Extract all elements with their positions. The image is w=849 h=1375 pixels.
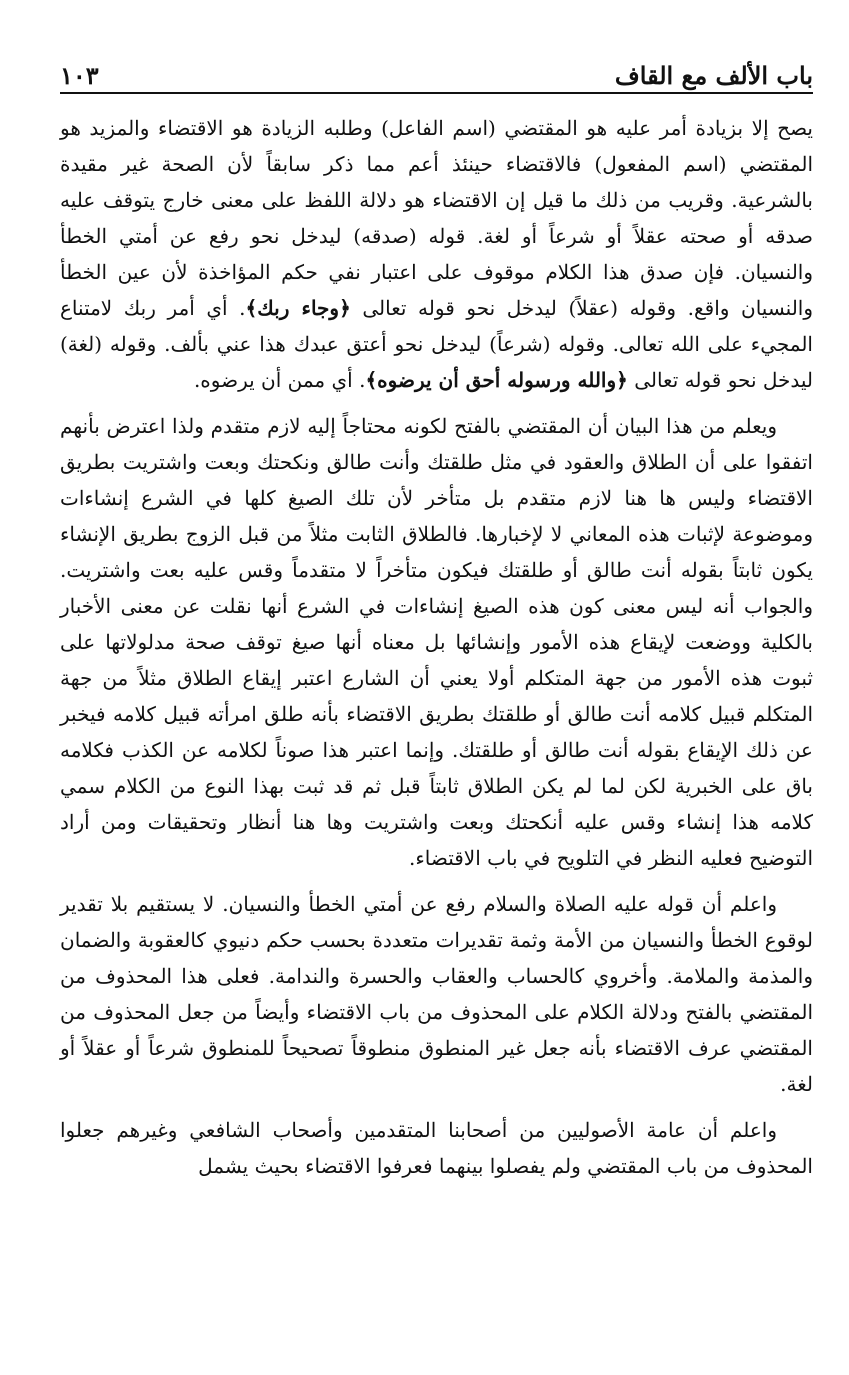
- text-segment: يصح إلا بزيادة أمر عليه هو المقتضي (اسم الفاعل) وطلبه الزيادة هو الاقتضاء والمزيد هو المقتضي (اسم المفعول) فالاقتضاء حينئذ أعم مما ذكر سابقاً لأن الصحة غير مقيدة بالشرعية. وقريب من ذلك ما قيل إن الاقتضاء هو دلالة اللفظ على معنى خارج يتوقف عليه صدقه أو صحته عقلاً أو شرعاً أو لغة. قوله (صدقه) ليدخل نحو رفع عن أمتي الخطأ والنسيان. فإن صدق هذا الكلام موقوف على اعتبار نفي حكم المؤاخذة لأن عين الخطأ والنسيان واقع. وقوله (عقلاً) ليدخل نحو قوله تعالى: [60, 116, 814, 320]
- text-segment: واعلم أن قوله عليه الصلاة والسلام رفع عن أمتي الخطأ والنسيان. لا يستقيم بلا تقدير لوقوع الخطأ والنسيان من الأمة وثمة تقديرات متعددة بحسب حكم دنيوي كالعقوبة والضمان والمذمة والملامة. وأخروي كالحساب والعقاب والحسرة والندامة. فعلى هذا المحذوف من المقتضي بالفتح ودلالة الكلام على المحذوف من باب الاقتضاء وأيضاً من جعل المحذوف من المقتضي عرف الاقتضاء بأنه جعل غير المنطوق منطوقاً تصحيحاً للمنطوق شرعاً أو عقلاً أو لغة.: [60, 892, 813, 1096]
- text-segment: . أي ممن أن يرضوه.: [193, 368, 366, 392]
- paragraph-2: [60, 408, 813, 876]
- quran-quote: ﴿وجاء ربك﴾: [245, 296, 351, 320]
- text-segment: واعلم أن عامة الأصوليين من أصحابنا المتقدمين وأصحاب الشافعي وغيرهم جعلوا المحذوف من باب المقتضي ولم يفصلوا بينهما فعرفوا الاقتضاء بحيث يشمل: [60, 1118, 813, 1178]
- text-segment: . أي أمر ربك لامتناع المجيء على الله تعالى. وقوله (شرعاً) ليدخل نحو أعتق عبدك هذا عني بألف. وقوله (لغة) ليدخل نحو قوله تعالى: [60, 296, 813, 392]
- page-header: [60, 38, 813, 94]
- text-segment: ويعلم من هذا البيان أن المقتضي بالفتح لكونه محتاجاً إليه لازم متقدم ولذا اعترض بأنهم اتفقوا على أن الطلاق والعقود في مثل طلقتك وأنت طالق ونكحتك وبعت واشتريت بطريق الاقتضاء وليس ها هنا لازم متقدم بل متأخر لأن تلك الصيغ كلها في الشرع إنشاءات وموضوعة لإثبات هذه المعاني لا لإخبارها. فالطلاق الثابت مثلاً من قبل الزوج بطريق الإنشاء يكون ثابتاً بقوله أنت طالق أو طلقتك فيكون متأخراً لا متقدماً وقس عليه بعت واشتريت. والجواب أنه ليس معنى كون هذه الصيغ إنشاءات في الشرع أنها نقلت عن معنى الأخبار بالكلية ووضعت لإيقاع هذه الأمور وإنشائها بل معناه أنها صيغ توقف صحة مدلولاتها على ثبوت هذه الأمور من جهة المتكلم أولا يعني أن الشارع اعتبر إيقاع الطلاق مثلاً من جهة المتكلم قبيل كلامه أنت طالق أو طلقتك بطريق الاقتضاء بأنه طلق امرأته قبيل كلامه فيخبر عن ذلك الإيقاع بقوله أنت طالق أو طلقتك. وإنما اعتبر هذا صوناً لكلامه عن الكذب فكلامه باق على الخبرية لكن لما لم يكن الطلاق ثابتاً قبل ثم قد ثبت بهذا النوع من الكلام سمي كلامه هذا إنشاء وقس عليه أنكحتك وبعت واشتريت وها هنا أنظار وتحقيقات ومن أراد التوضيح فعليه النظر في التلويح في باب الاقتضاء.: [60, 414, 814, 870]
- paragraph-1: [60, 110, 813, 398]
- page-number: ١٠٣: [60, 61, 99, 90]
- running-title: باب الألف مع القاف: [614, 61, 813, 90]
- page-body: [60, 110, 813, 1194]
- paragraph-3: [60, 886, 813, 1102]
- quran-quote: ﴿والله ورسوله أحق أن يرضوه﴾: [365, 368, 628, 392]
- paragraph-4: [60, 1112, 813, 1184]
